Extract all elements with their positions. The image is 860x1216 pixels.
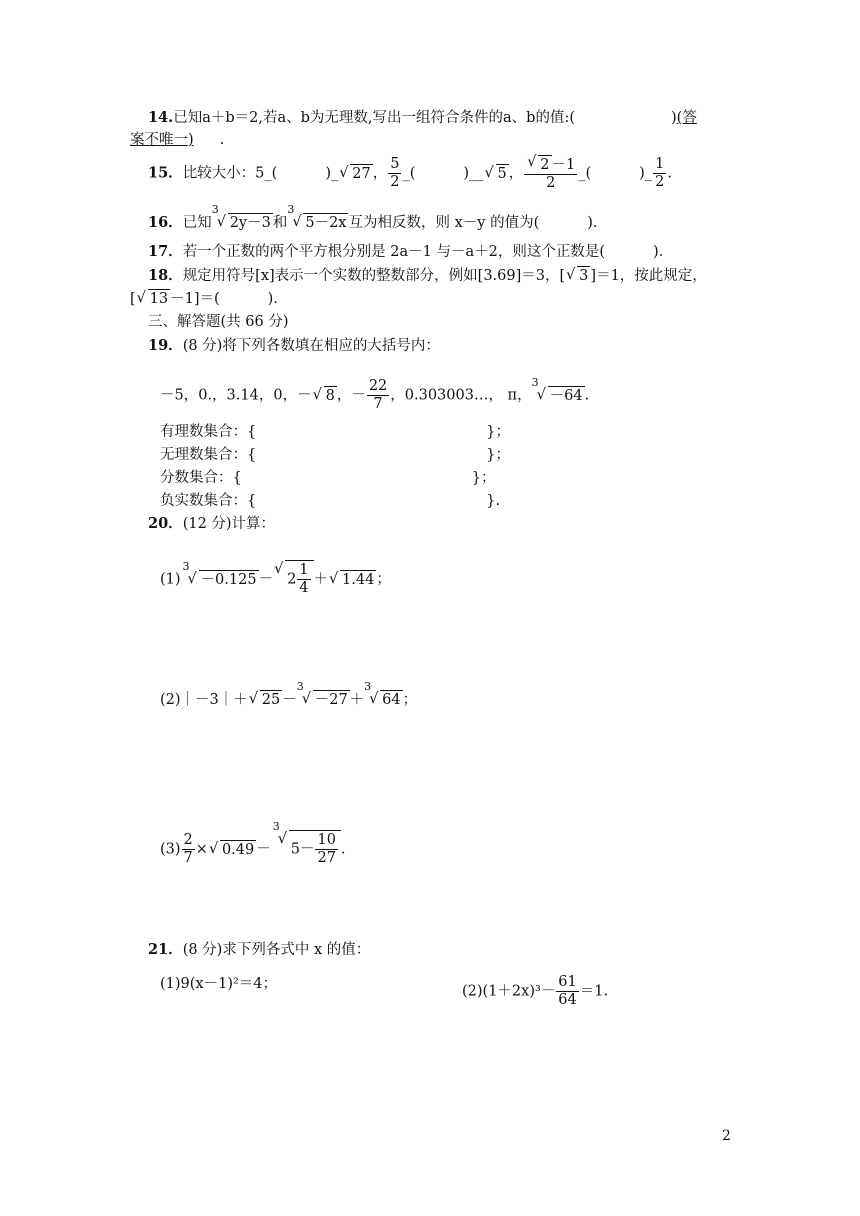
section-heading: 三、解答题(共 66 分)	[148, 314, 289, 330]
cbrt-5-10-27: √ 3 5－ $\frac{10}{27}$	[279, 830, 341, 867]
question-15: 15．比较大小：5_( )_√ 27 ， $\frac{5}{2}$ _( )__√ 5 ， √ $\frac{2 -1}{2}$ _( )_ $\frac{1}{2}$ .	[148, 155, 672, 192]
q14-text: 已知a＋b＝2,若a、b为无理数,写出一组符合条件的a、b的值:(	[173, 110, 575, 126]
q20-part3: (3) $\frac{2}{7}$ ×√ 0.49 － √ 3 5－ $\frac{10}{27}$ .	[160, 830, 346, 867]
sqrt-144: √ 1.44	[330, 570, 376, 590]
question-17: 17．若一个正数的两个平方根分别是 2a－1 与－a＋2，则这个正数是( )．	[148, 243, 674, 260]
frac-sqrt2-minus1: √ $\frac{2 -1}{2}$	[524, 155, 577, 192]
sqrt-2-1-4: √ 2 $\frac{1}{4}$	[275, 560, 313, 597]
page-number: 2	[722, 1128, 731, 1144]
cbrt-neg64: √ 3 －64	[538, 386, 585, 406]
frac-1-2: $\frac{1}{2}$	[655, 156, 665, 190]
cbrt-neg0125: √ 3 －0.125	[189, 570, 259, 590]
set-fraction: 分数集合：{ }；	[160, 470, 496, 486]
q14-note-2: 案不唯一)	[130, 132, 194, 148]
q19-numbers: －5，0.，3.14，0，－√ 8 ，－ $\frac{22}{7}$ ，0.303003…， π， √ 3 －64 .	[160, 378, 589, 413]
sqrt-3: √ 3	[567, 266, 590, 286]
set-irrational: 无理数集合：{ }；	[160, 447, 510, 463]
question-16: 16．已知 √ 3 2y－3 和 √ 3 5－2x 互为相反数，则 x－y 的值为( )．	[148, 213, 607, 233]
sqrt-13: √ 13	[138, 289, 170, 309]
q20-part2: (2)｜－3｜＋√ 25 － √ 3 －27 ＋ √ 3 64 ；	[160, 690, 417, 710]
q21-part2: (2)(1＋2x)³－ $\frac{61}{64}$ ＝1.	[462, 974, 609, 1008]
q20-part1: (1) √ 3 －0.125 －√ 2 $\frac{1}{4}$ ＋√ 1.44 ；	[160, 560, 391, 597]
cbrt-64: √ 3 64	[370, 690, 402, 710]
sqrt-049: √ 0.49	[210, 840, 256, 860]
question-14-cont: 案不唯一) .	[130, 132, 225, 148]
question-18: 18．规定用符号[x]表示一个实数的整数部分，例如[3.69]＝3，[√ 3 ]＝1，按此规定，	[148, 266, 707, 286]
sqrt-8: √ 8	[314, 386, 337, 406]
question-20: 20．(12 分)计算：	[148, 515, 276, 532]
question-21: 21．(8 分)求下列各式中 x 的值：	[148, 941, 371, 958]
sqrt-27: √ 27	[340, 164, 372, 184]
frac-22-7: $\frac{22}{7}$	[368, 378, 388, 412]
cbrt-neg27: √ 3 －27	[303, 690, 350, 710]
sqrt-25: √ 25	[250, 690, 282, 710]
cbrt-2y-3: √ 3 2y－3	[218, 213, 273, 233]
set-rational: 有理数集合：{ }；	[160, 424, 510, 440]
frac-61-64: $\frac{61}{64}$	[558, 974, 577, 1008]
sqrt-5: √ 5	[486, 164, 509, 184]
set-negative-real: 负实数集合：{ }.	[160, 493, 501, 509]
q14-note: (答	[676, 110, 697, 126]
frac-5-2: $\frac{5}{2}$	[390, 156, 400, 190]
question-14: 14.已知a＋b＝2,若a、b为无理数,写出一组符合条件的a、b的值:( )(答	[148, 109, 697, 126]
q14-number: 14.	[148, 109, 174, 126]
frac-2-7: $\frac{2}{7}$	[183, 832, 193, 866]
cbrt-5-2x: √ 3 5－2x	[293, 213, 348, 233]
question-18-cont: [√ 13 －1]＝( )．	[130, 289, 288, 309]
q21-part1: (1)9(x－1)²＝4；	[160, 976, 278, 992]
question-19: 19．(8 分)将下列各数填在相应的大括号内：	[148, 337, 440, 354]
